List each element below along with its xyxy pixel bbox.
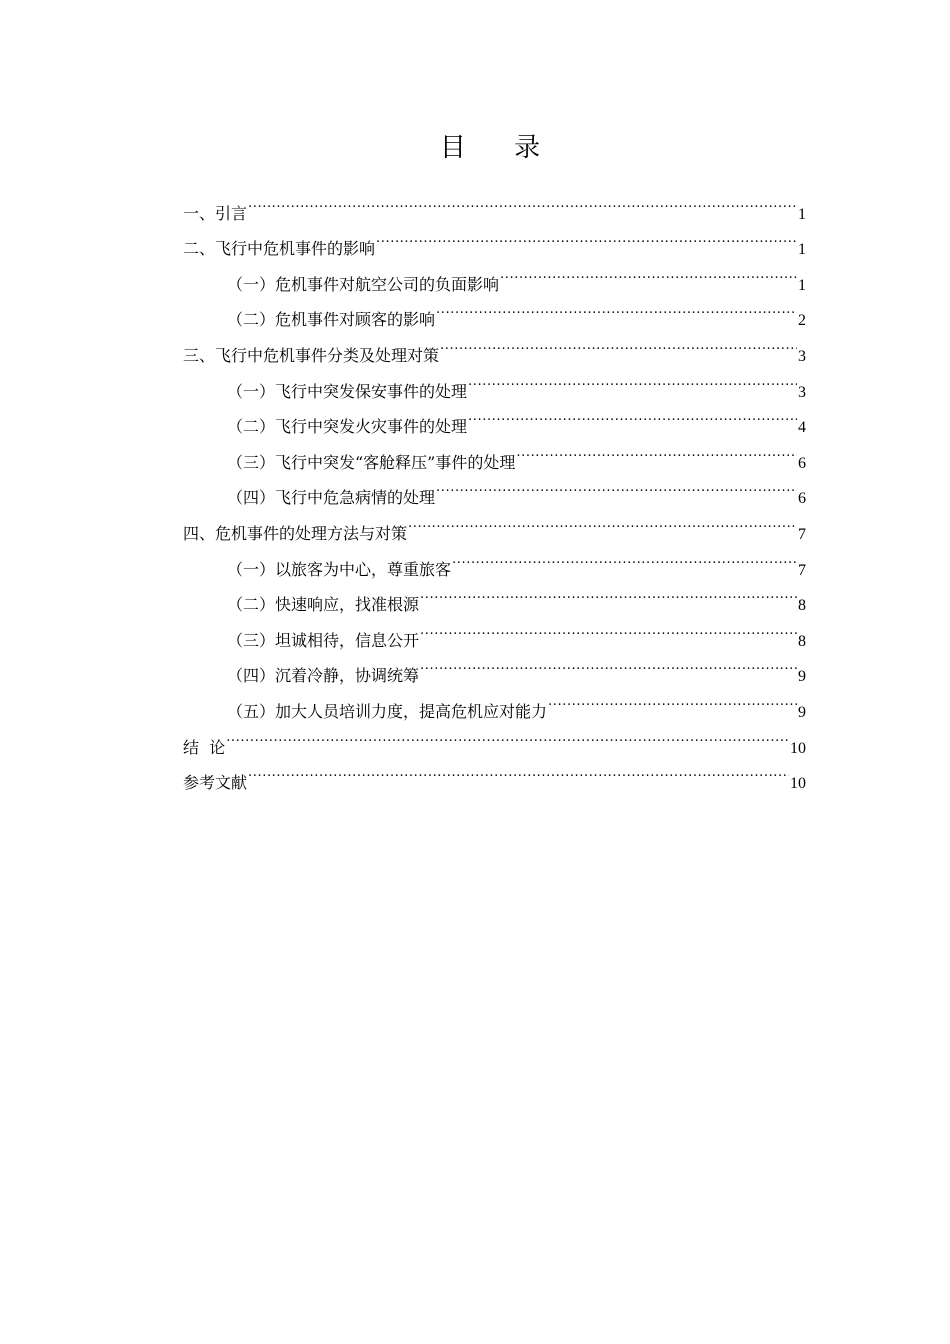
toc-dot-leader (440, 325, 797, 361)
toc-entry-page: 8 (798, 632, 806, 650)
toc-entry-page: 7 (798, 561, 806, 579)
toc-entry-page: 8 (798, 597, 806, 615)
toc-entry[interactable] (183, 753, 806, 793)
toc-entry[interactable] (183, 717, 806, 757)
toc-entry-label: （二）飞行中突发火灾事件的处理 (227, 417, 468, 437)
toc-dot-leader (452, 539, 797, 575)
toc-entry-page: 2 (798, 312, 806, 330)
toc-title: 目 录 (439, 133, 561, 163)
toc-entry-page: 3 (798, 383, 806, 401)
toc-entry-label: （三）坦诚相待，信息公开 (227, 630, 420, 650)
toc-entry[interactable] (183, 183, 806, 223)
toc-entry[interactable] (183, 219, 806, 259)
toc-dot-leader (226, 717, 789, 753)
toc-entry-page: 7 (798, 525, 806, 543)
toc-entry-label: 二、飞行中危机事件的影响 (183, 239, 376, 259)
toc-dot-leader (376, 219, 797, 255)
toc-entry-page: 4 (798, 419, 806, 437)
toc-dot-leader (468, 361, 797, 397)
toc-entry-label: （一）危机事件对航空公司的负面影响 (227, 274, 500, 294)
toc-entry-label: 四、危机事件的处理方法与对策 (183, 523, 408, 543)
toc-dot-leader (548, 681, 797, 717)
toc-dot-leader (248, 753, 789, 789)
toc-entry-label: （二）危机事件对顾客的影响 (227, 310, 436, 330)
toc-entry-label: （四）飞行中危急病情的处理 (227, 488, 436, 508)
toc-entry-label: （一）以旅客为中心，尊重旅客 (227, 559, 452, 579)
toc-list (183, 183, 806, 793)
toc-entry-page: 10 (790, 739, 806, 757)
toc-entry-label: （二）快速响应，找准根源 (227, 595, 420, 615)
toc-entry-label: （五）加大人员培训力度，提高危机应对能力 (227, 701, 548, 721)
toc-entry-page: 9 (798, 703, 806, 721)
toc-dot-leader (408, 503, 797, 539)
toc-dot-leader (468, 397, 797, 433)
toc-dot-leader (500, 254, 797, 290)
toc-entry-label: （四）沉着冷静，协调统筹 (227, 666, 420, 686)
toc-dot-leader (516, 432, 797, 468)
toc-entry-label: 参考文献 (183, 773, 248, 793)
toc-dot-leader (420, 575, 797, 611)
toc-dot-leader (436, 290, 797, 326)
toc-entry-page: 1 (798, 205, 806, 223)
toc-entry-page: 3 (798, 347, 806, 365)
toc-entry-label: 结 论 (183, 737, 226, 757)
toc-entry-page: 6 (798, 490, 806, 508)
toc-dot-leader (420, 610, 797, 646)
toc-entry-label: （三）飞行中突发“客舱释压”事件的处理 (227, 452, 516, 472)
toc-entry-label: 三、飞行中危机事件分类及处理对策 (183, 345, 440, 365)
toc-entry-page: 6 (798, 454, 806, 472)
toc-entry-label: （一）飞行中突发保安事件的处理 (227, 381, 468, 401)
toc-entry-page: 1 (798, 276, 806, 294)
toc-dot-leader (248, 183, 797, 219)
toc-dot-leader (436, 468, 797, 504)
toc-dot-leader (420, 646, 797, 682)
toc-entry-page: 9 (798, 668, 806, 686)
toc-entry-page: 10 (790, 775, 806, 793)
toc-entry-page: 1 (798, 241, 806, 259)
toc-entry-label: 一、引言 (183, 203, 248, 223)
